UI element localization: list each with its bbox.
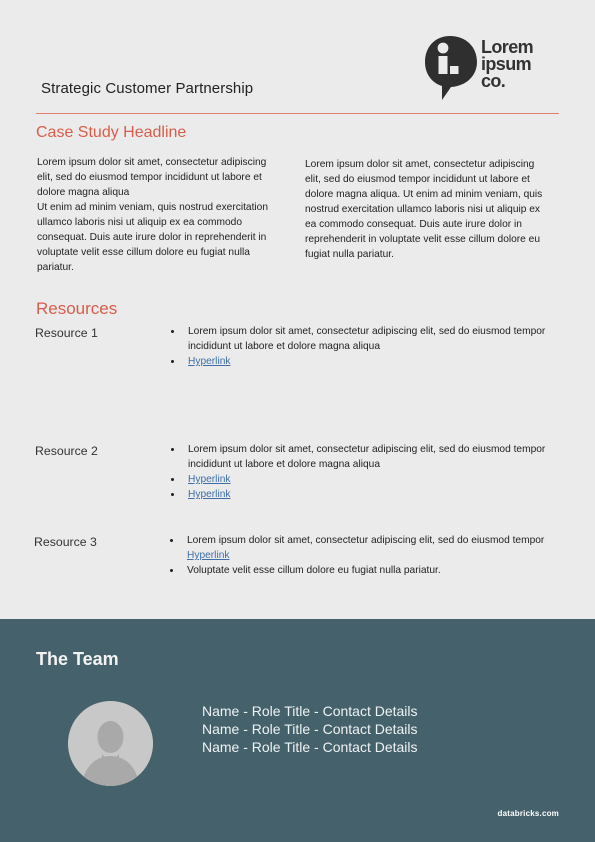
resource-3-label: Resource 3: [34, 535, 97, 549]
resource-3-item-1: [170, 533, 560, 563]
case-study-headline: Case Study Headline: [36, 124, 187, 141]
resource-1-item-1: [171, 324, 561, 354]
case-study-left-paragraph-1: Lorem ipsum dolor sit amet, consectetur adipiscing elit, sed do eiusmod tempor incididunt ut labore et dolore magna aliqua: [37, 157, 267, 198]
resource-2-label: Resource 2: [35, 444, 98, 458]
header-divider: [36, 113, 559, 114]
avatar: [68, 701, 153, 786]
case-study-right-column: [305, 157, 550, 262]
resource-1-text: Lorem ipsum dolor sit amet, consectetur adipiscing elit, sed do eiusmod tempor incididunt ut labore et dolore magna aliqua: [188, 326, 546, 352]
resource-3-text-1: Lorem ipsum dolor sit amet, consectetur adipiscing elit, sed do eiusmod tempor: [187, 535, 545, 546]
resource-2-hyperlink-2[interactable]: Hyperlink: [188, 489, 231, 500]
team-member-1: Name - Role Title - Contact Details: [202, 703, 418, 719]
case-study-right-paragraph: Lorem ipsum dolor sit amet, consectetur adipiscing elit, sed do eiusmod tempor incididunt ut labore et dolore magna aliqua. Ut enim ad minim veniam, quis nostrud exercitation ullamco laboris nisi ut aliquip ex ea commodo consequat. Duis aute irure dolor in reprehenderit in voluptate velit esse cillum dolore eu fugiat nulla pariatur.: [305, 159, 543, 260]
resource-2-list: [171, 442, 561, 502]
person-placeholder-icon: [68, 701, 153, 786]
page-title: Strategic Customer Partnership: [41, 80, 254, 97]
logo-line-2: ipsum: [481, 54, 532, 74]
logo-line-1: Lorem: [481, 37, 534, 57]
team-member-2: Name - Role Title - Contact Details: [202, 721, 418, 737]
resource-3-text-2: Voluptate velit esse cillum dolore eu fugiat nulla pariatur.: [187, 565, 441, 576]
resource-1-item-2: [171, 354, 561, 369]
resource-1-label: Resource 1: [35, 326, 98, 340]
resource-3-item-2: [170, 563, 560, 578]
case-study-left-paragraph-2: Ut enim ad minim veniam, quis nostrud exercitation ullamco laboris nisi ut aliquip ex ea commodo consequat. Duis aute irure dolor in reprehenderit in voluptate velit esse cillum dolore eu fugiat nulla pariatur.: [37, 202, 269, 273]
case-study-left-column: [37, 155, 275, 275]
resource-2-text: Lorem ipsum dolor sit amet, consectetur adipiscing elit, sed do eiusmod tempor incididunt ut labore et dolore magna aliqua: [188, 444, 546, 470]
resource-2-item-3: [171, 487, 561, 502]
team-title: The Team: [36, 649, 119, 669]
team-member-3: Name - Role Title - Contact Details: [202, 739, 418, 755]
logo-line-3: co.: [481, 71, 506, 91]
logo: [423, 35, 543, 101]
footer-link[interactable]: databricks.com: [497, 809, 559, 818]
resource-2-hyperlink-1[interactable]: Hyperlink: [188, 474, 231, 485]
team-members: [202, 702, 418, 756]
resource-2-item-1: [171, 442, 561, 472]
logo-text: [481, 39, 533, 90]
resources-title: Resources: [36, 299, 118, 318]
resource-1-list: [171, 324, 561, 369]
resource-1-hyperlink[interactable]: Hyperlink: [188, 356, 231, 367]
logo-mark-icon: [423, 35, 479, 101]
team-footer: [0, 619, 595, 842]
resource-2-item-2: [171, 472, 561, 487]
resource-3-list: [170, 533, 560, 578]
resource-3-hyperlink[interactable]: Hyperlink: [187, 550, 230, 561]
